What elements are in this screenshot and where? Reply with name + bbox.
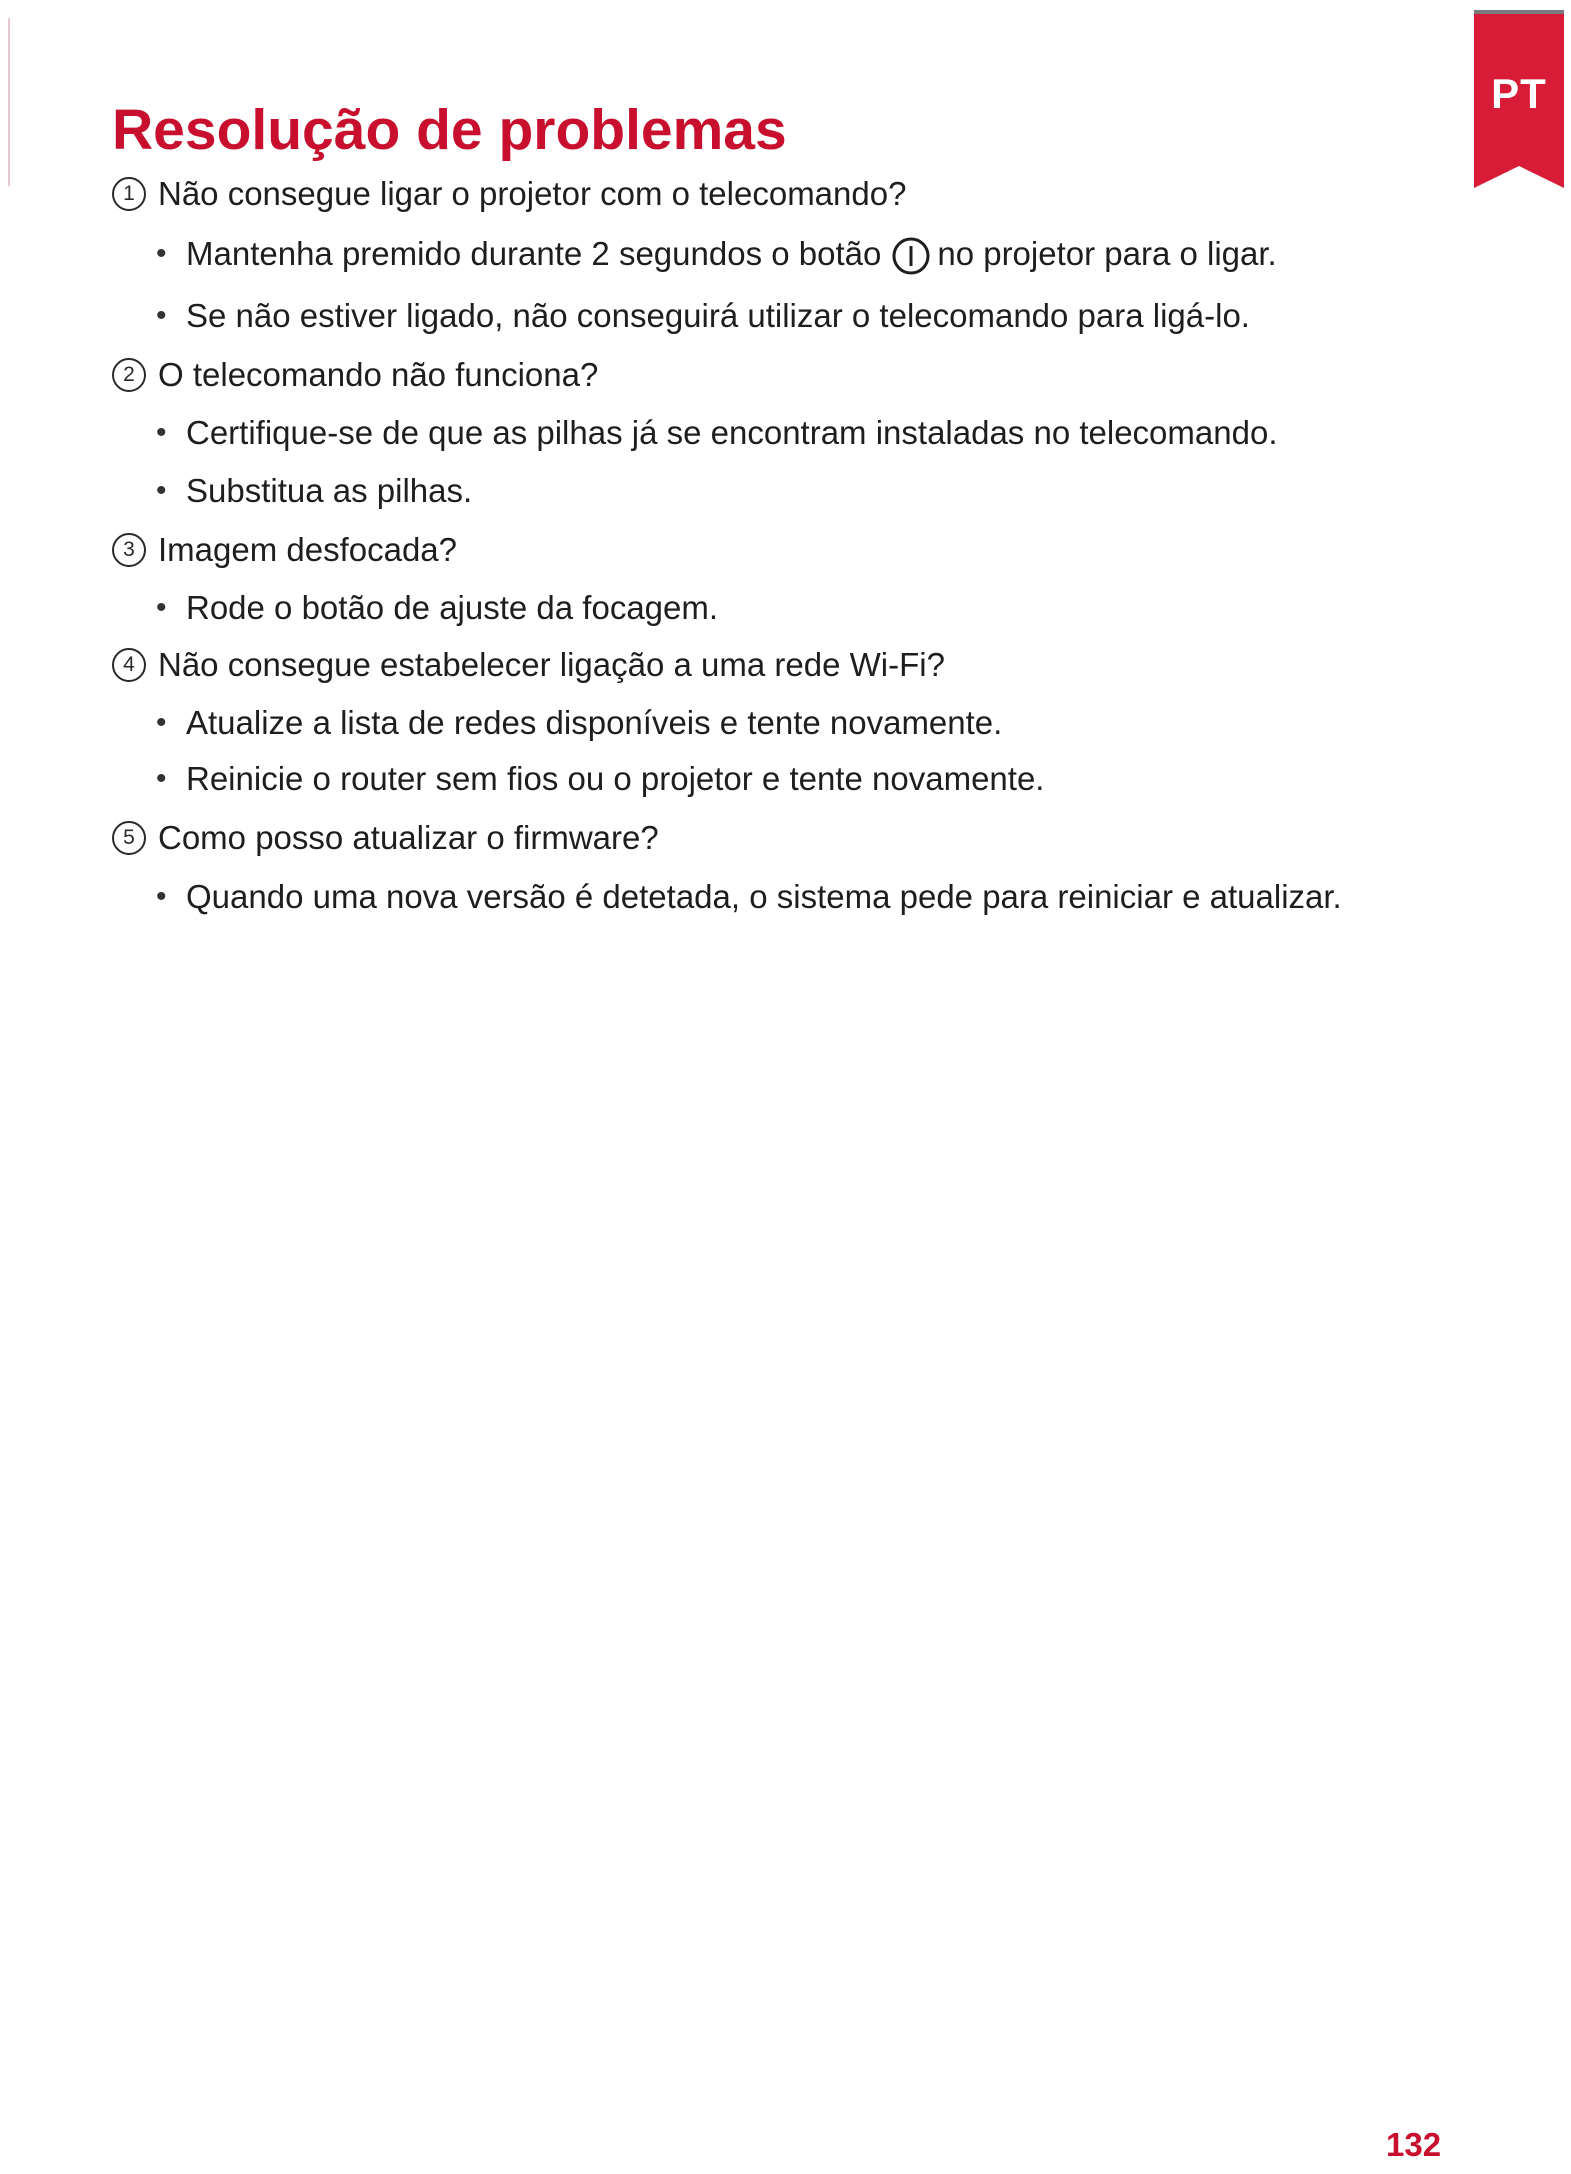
bullet: • [156, 762, 167, 795]
answer-text-before-icon: Mantenha premido durante 2 segundos o botão [186, 235, 882, 272]
question-text: Não consegue ligar o projetor com o telecomando? [158, 175, 907, 212]
circled-number-5: 5 [112, 821, 146, 855]
answer-text: Certifique-se de que as pilhas já se encontram instaladas no telecomando. [186, 414, 1278, 451]
answer-text: Substitua as pilhas. [186, 472, 473, 509]
page-number: 132 [1386, 2126, 1442, 2163]
circled-number-3: 3 [112, 533, 146, 567]
answer-2-2 [156, 468, 472, 514]
answer-text: Rode o botão de ajuste da focagem. [186, 589, 719, 626]
answer-text: Se não estiver ligado, não conseguirá utilizar o telecomando para ligá-lo. [186, 297, 1250, 334]
bullet: • [156, 706, 167, 739]
power-icon [891, 236, 931, 276]
answer-text: Atualize a lista de redes disponíveis e tente novamente. [186, 704, 1003, 741]
question-3 [112, 527, 457, 573]
question-2 [112, 352, 598, 398]
question-5 [112, 815, 659, 861]
margin-line [8, 18, 10, 186]
language-tab [1474, 10, 1564, 190]
question-text: Não consegue estabelecer ligação a uma rede Wi-Fi? [158, 646, 945, 683]
circled-number-2: 2 [112, 358, 146, 392]
question-1 [112, 171, 906, 217]
answer-text-after-icon: no projetor para o ligar. [937, 235, 1277, 272]
question-text: Imagem desfocada? [158, 531, 458, 568]
question-text: O telecomando não funciona? [158, 356, 599, 393]
circled-number-4: 4 [112, 648, 146, 682]
answer-1-1 [156, 231, 1277, 277]
page-title: Resolução de problemas [112, 98, 787, 162]
bullet: • [156, 591, 167, 624]
answer-4-1 [156, 700, 1002, 746]
language-code: PT [1491, 70, 1547, 117]
question-text: Como posso atualizar o firmware? [158, 819, 659, 856]
bullet: • [156, 416, 167, 449]
answer-3-1 [156, 585, 718, 631]
answer-text: Quando uma nova versão é detetada, o sistema pede para reiniciar e atualizar. [186, 878, 1342, 915]
circled-number-1: 1 [112, 177, 146, 211]
answer-4-2 [156, 756, 1044, 802]
answer-1-2 [156, 293, 1250, 339]
answer-2-1 [156, 410, 1277, 456]
answer-text: Reinicie o router sem fios ou o projetor e tente novamente. [186, 760, 1045, 797]
bullet: • [156, 880, 167, 913]
answer-5-1 [156, 874, 1342, 920]
question-4 [112, 642, 945, 688]
bullet: • [156, 299, 167, 332]
bullet: • [156, 237, 167, 270]
bullet: • [156, 474, 167, 507]
